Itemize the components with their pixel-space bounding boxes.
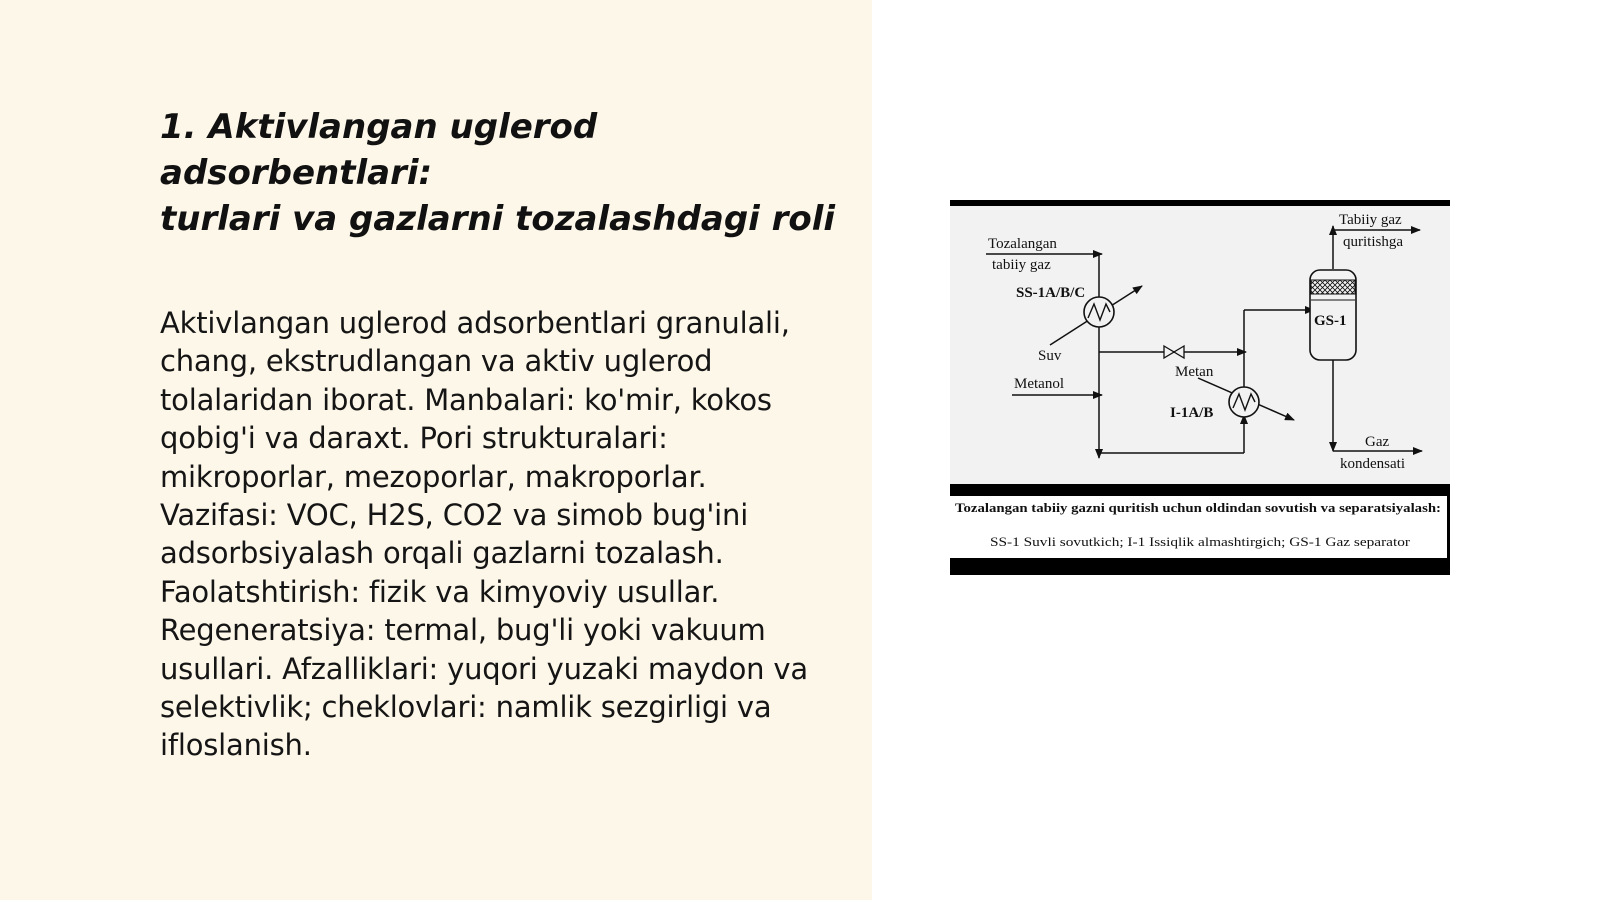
slide-title (160, 104, 850, 242)
title-line-1: 1. Aktivlangan uglerod adsorbentlari: (160, 107, 598, 193)
outlet-label-line-2: quritishga (1343, 234, 1403, 250)
condensate-label-line-2: kondensati (1340, 456, 1405, 472)
outlet-label-line-1: Tabiiy gaz (1339, 212, 1402, 228)
body-line: ifloslanish. (160, 728, 312, 763)
cooler-label: SS-1A/B/C (1016, 285, 1086, 301)
body-line: adsorbsiyalash orqali gazlarni tozalash. (160, 536, 724, 571)
process-diagram-figure (950, 200, 1450, 575)
caption-legend: SS-1 Suvli sovutkich; I-1 Issiqlik almashtirgich; GS-1 Gaz separator (990, 535, 1412, 549)
body-line: Regeneratsiya: termal, bug'li yoki vakuum (160, 613, 766, 648)
heat-exchanger-icon (1229, 387, 1259, 417)
body-line: selektivlik; cheklovlari: namlik sezgirligi va (160, 690, 772, 725)
condensate-label-line-1: Gaz (1365, 434, 1390, 450)
body-line: Faolatshtirish: fizik va kimyoviy usullar. (160, 574, 720, 609)
inlet-label-line-1: Tozalangan (988, 236, 1057, 252)
methanol-label: Metanol (1014, 376, 1064, 392)
separator-label: GS-1 (1314, 313, 1347, 329)
body-line: qobig'i va daraxt. Pori strukturalari: (160, 421, 668, 456)
body-line: Aktivlangan uglerod adsorbentlari granulali, (160, 306, 790, 340)
exchanger-label: I-1A/B (1170, 405, 1214, 421)
body-line: Vazifasi: VOC, H2S, CO2 va simob bug'ini (160, 498, 749, 533)
body-line: mikroporlar, mezoporlar, makroporlar. (160, 459, 707, 494)
title-line-2: turlari va gazlarni tozalashdagi roli (160, 199, 836, 239)
slide-body (160, 304, 850, 765)
methane-label: Metan (1175, 364, 1214, 380)
water-cooler-icon (1084, 297, 1114, 327)
body-line: chang, ekstrudlangan va aktiv uglerod (160, 344, 713, 379)
inlet-label-line-2: tabiiy gaz (992, 257, 1051, 273)
body-line: tolalaridan iborat. Manbalari: ko'mir, kokos (160, 382, 772, 417)
water-label: Suv (1038, 348, 1062, 364)
body-line: usullari. Afzalliklari: yuqori yuzaki maydon va (160, 651, 808, 686)
caption-title: Tozalangan tabiiy gazni quritish uchun oldindan sovutish va separatsiyalash: (955, 501, 1441, 515)
process-flow-diagram (950, 200, 1450, 575)
